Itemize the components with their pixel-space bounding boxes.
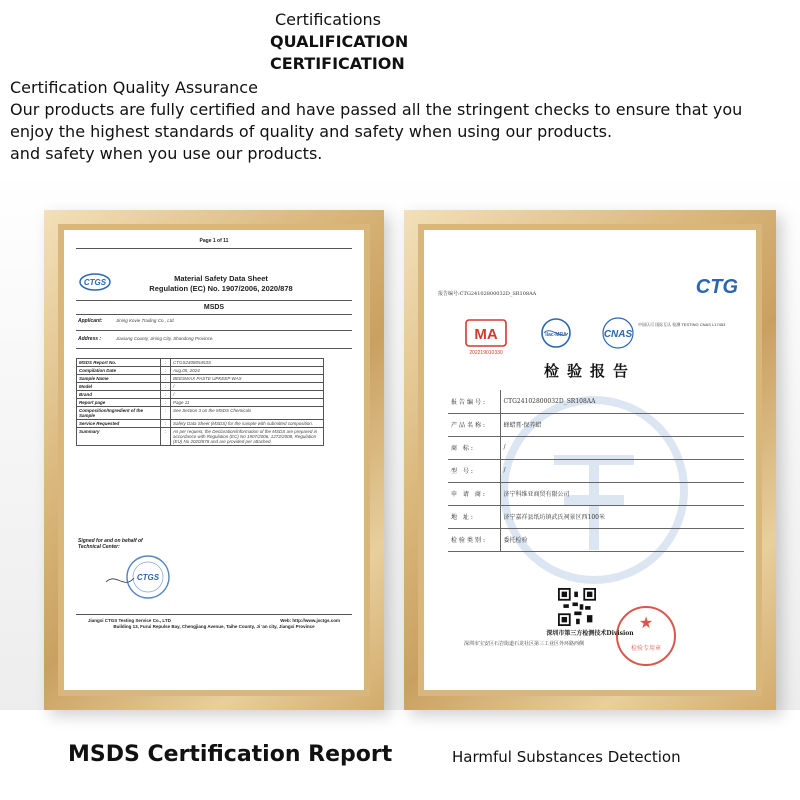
ctgs-stamp (102, 552, 178, 602)
ctg-row-value: 蜂蜡膏·保养蜡 (500, 413, 744, 436)
footer-address: Building 13, Furui Repulse Bay, Chengjiang Avenue, Taihe County, Ji 'an city, Jiangxi Province (113, 624, 315, 629)
ctg-table-row (448, 436, 744, 459)
msds-table-row (77, 367, 324, 375)
address-label: Address : (78, 336, 102, 342)
ctg-row-key: 商 标: (448, 436, 500, 459)
msds-row-colon: : (161, 391, 171, 399)
ctg-frame-inner (418, 224, 762, 696)
caption-msds: MSDS Certification Report (68, 742, 393, 767)
ctg-table-row (448, 482, 744, 505)
intro-line-3: enjoy the highest standards of quality and safety when using our products. (10, 122, 613, 141)
msds-row-key: Report page (77, 399, 161, 407)
ctg-table-row (448, 413, 744, 436)
msds-title-line-2: Regulation (EC) No. 1907/2006, 2020/878 (149, 284, 293, 293)
ilac-logo-text: ilac-MRA (545, 332, 567, 338)
msds-heading: MSDS (203, 304, 225, 311)
msds-footer (76, 618, 352, 630)
msds-row-colon: : (161, 420, 171, 428)
signed-block (78, 538, 143, 550)
msds-address-rule (76, 348, 352, 349)
msds-title-rule (76, 300, 352, 301)
division-line: 深圳市第三方检测技术Division (546, 630, 634, 637)
ctg-table-row (448, 459, 744, 482)
ctg-row-value: 济宁嘉祥县纸坊镇武氏祠景区西100米 (500, 505, 744, 528)
msds-info-table (76, 358, 324, 446)
ctg-row-key: 检验类别: (448, 528, 500, 551)
msds-row-colon: : (161, 407, 171, 420)
msds-row-value: / (171, 391, 324, 399)
msds-heading-rule (76, 314, 352, 315)
intro-line-2: Our products are fully certified and have passed all the stringent checks to ensure that you (10, 100, 743, 119)
msds-page-number: Page 1 of 11 (199, 238, 229, 244)
certification-heading: CERTIFICATION (270, 54, 405, 73)
msds-top-rule (76, 248, 352, 249)
ctg-table-row (448, 528, 744, 551)
footer-company: Jiangxi CTGS Testing Service Co., LTD (88, 618, 171, 623)
applicant-label: Applicant: (78, 318, 103, 324)
intro-line-4: and safety when you use our products. (10, 144, 323, 163)
msds-table-row (77, 359, 324, 367)
msds-row-colon: : (161, 383, 171, 391)
cnas-logo (603, 318, 726, 348)
msds-table-row (77, 383, 324, 391)
ctg-row-value: CTG24102800032D_SR108AA (500, 390, 744, 413)
ctg-row-value: 委托检验 (500, 528, 744, 551)
certifications-heading: Certifications (275, 10, 381, 29)
msds-row-colon: : (161, 375, 171, 383)
report-title: 检验报告 (543, 362, 636, 380)
msds-row-key: MSDS Report No. (77, 359, 161, 367)
msds-row-value: / (171, 383, 324, 391)
msds-row-colon: : (161, 367, 171, 375)
msds-row-key: Sample Name (77, 375, 161, 383)
msds-document (64, 230, 364, 690)
msds-table-row (77, 420, 324, 428)
msds-row-key: Compilation Date (77, 367, 161, 375)
ctg-row-key: 型 号: (448, 459, 500, 482)
msds-row-value: Page 11 (171, 399, 324, 407)
caption-harmful: Harmful Substances Detection (452, 748, 681, 766)
ctg-row-key: 申 请 商: (448, 482, 500, 505)
msds-title-line-1: Material Safety Data Sheet (174, 274, 268, 283)
svg-text:★: ★ (638, 613, 654, 632)
seal-text: 检验专用章 (630, 645, 662, 652)
ctg-table-row (448, 505, 744, 528)
qr-code (558, 588, 596, 626)
ctg-row-key: 报告编号: (448, 390, 500, 413)
msds-row-colon: : (161, 359, 171, 367)
ctg-report-number-top: 报告编号:CTG24102800032D_SR108AA (438, 291, 537, 297)
msds-row-value: As per request, the Declaration/information of the MSDS are prepared in accordance with Regulation (EC) No 1907/2006, 1272/2008, Regulation (EU) No 2020/878 and are provided per attached. (171, 428, 324, 446)
cnas-side-text: 中国认可 国际互认 检测 TESTING CNAS L17453 (638, 322, 726, 327)
footer-web: Web: http://www.jxctgs.com (280, 618, 340, 623)
ilac-logo (542, 319, 570, 347)
msds-frame (44, 210, 384, 710)
msds-row-value: CTGS240805453S (171, 359, 324, 367)
accreditation-logos (448, 316, 748, 366)
intro-line-1: Certification Quality Assurance (10, 78, 258, 97)
cma-number: 202219010330 (469, 350, 503, 356)
msds-row-colon: : (161, 399, 171, 407)
ctg-bottom-address: 深圳市宝安区石岩街道石龙社区第三工业区外环路西侧 (464, 641, 585, 647)
ctgs-logo (78, 272, 112, 292)
ctg-frame (404, 210, 776, 710)
msds-row-key: Service Requested (77, 420, 161, 428)
msds-row-colon: : (161, 428, 171, 446)
ctg-brand: CTG (695, 276, 738, 298)
msds-row-key: Summary (77, 428, 161, 446)
msds-table-row (77, 428, 324, 446)
msds-row-value: Safety Data Sheet (MSDS) for the sample with submitted composition. (171, 420, 324, 428)
cma-logo-text: MA (474, 326, 498, 343)
msds-footer-rule (76, 614, 352, 615)
ctg-document (424, 230, 756, 690)
cnas-logo-text: CNAS (603, 329, 633, 340)
ctg-row-value: 济宁科维亚商贸有限公司 (500, 482, 744, 505)
stamp-text: CTGS (136, 573, 160, 582)
msds-table-row (77, 399, 324, 407)
cma-logo (466, 320, 506, 356)
signed-line-1: Signed for and on behalf of (78, 538, 143, 544)
ctg-row-key: 地 址: (448, 505, 500, 528)
ctg-info-table (448, 390, 744, 552)
msds-table-row (77, 391, 324, 399)
ctg-table-row (448, 390, 744, 413)
msds-title (126, 274, 316, 294)
ctg-row-key: 产品名称: (448, 413, 500, 436)
ctg-row-value: / (500, 436, 744, 459)
signed-line-2: Technical Center: (78, 544, 120, 550)
msds-row-value: See Section 3 on the MSDS Chemicals (171, 407, 324, 420)
msds-row-key: Composition/Ingredient of the Sample (77, 407, 161, 420)
qualification-heading: QUALIFICATION (270, 32, 409, 51)
msds-row-key: Brand (77, 391, 161, 399)
msds-applicant-rule (76, 330, 352, 331)
address-value: Jiaxiang County, Jining City, Shandong Province. (116, 336, 214, 341)
msds-row-key: Model (77, 383, 161, 391)
ctg-row-value: / (500, 459, 744, 482)
applicant-value: Jining Kovie Trading Co., Ltd. (116, 318, 175, 323)
ctgs-logo-text: CTGS (83, 278, 107, 287)
msds-frame-inner (58, 224, 370, 696)
msds-row-value: Aug.05, 2024 (171, 367, 324, 375)
msds-table-row (77, 407, 324, 420)
msds-row-value: BEESWAX PASTE UPKEEP WAX (171, 375, 324, 383)
msds-table-row (77, 375, 324, 383)
